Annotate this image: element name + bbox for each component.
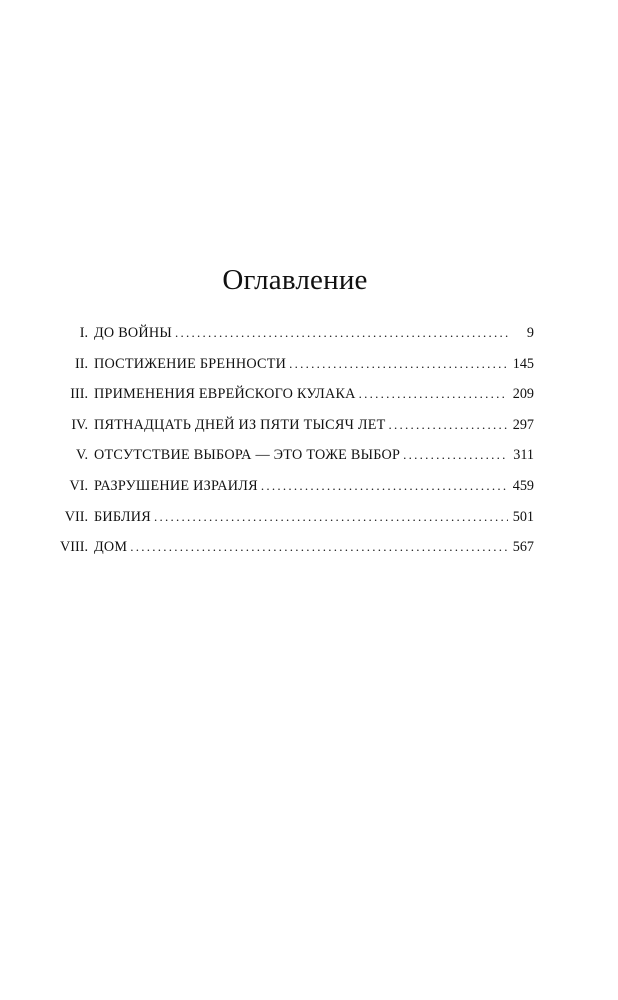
dot-leader: [403, 444, 508, 466]
dot-leader: [175, 322, 508, 344]
toc-entry[interactable]: [50, 322, 534, 353]
toc-entry[interactable]: [50, 353, 534, 384]
chapter-number: VIII.: [60, 539, 88, 556]
dot-leader: [130, 536, 508, 558]
chapter-title: РАЗРУШЕНИЕ ИЗРАИЛЯ: [94, 477, 258, 494]
chapter-title: ПЯТНАДЦАТЬ ДНЕЙ ИЗ ПЯТИ ТЫСЯЧ ЛЕТ: [94, 416, 386, 433]
dot-leader: [289, 353, 508, 375]
chapter-number: I.: [79, 325, 88, 341]
chapter-title: ДОМ: [94, 539, 128, 556]
toc-entry[interactable]: [50, 536, 534, 567]
chapter-number: VII.: [64, 508, 88, 525]
page-number: 297: [512, 416, 534, 433]
dot-leader: [261, 475, 508, 497]
dot-leader: [154, 506, 508, 528]
page-number: 9: [526, 325, 534, 341]
toc-entry[interactable]: [50, 383, 534, 414]
page-number: 501: [512, 508, 534, 525]
chapter-number: IV.: [71, 416, 88, 433]
chapter-title: ОТСУТСТВИЕ ВЫБОРА — ЭТО ТОЖЕ ВЫБОР: [94, 447, 401, 464]
toc-entry[interactable]: [50, 444, 534, 475]
page-number: 311: [513, 447, 534, 464]
chapter-title: ПОСТИЖЕНИЕ БРЕННОСТИ: [94, 355, 287, 372]
chapter-title: ПРИМЕНЕНИЯ ЕВРЕЙСКОГО КУЛАКА: [94, 386, 356, 403]
page-number: 145: [512, 355, 534, 372]
page-number: 567: [512, 539, 534, 556]
toc-entry[interactable]: [50, 506, 534, 537]
chapter-number: VI.: [69, 477, 88, 494]
chapter-title: ДО ВОЙНЫ: [94, 325, 173, 341]
page-title: Оглавление: [222, 264, 368, 296]
page-number: 209: [512, 386, 534, 403]
dot-leader: [389, 414, 508, 436]
dot-leader: [359, 383, 508, 405]
chapter-number: V.: [76, 447, 88, 464]
table-of-contents: [50, 322, 534, 567]
chapter-number: II.: [75, 355, 88, 372]
chapter-number: III.: [70, 386, 88, 403]
chapter-title: БИБЛИЯ: [94, 508, 152, 525]
toc-entry[interactable]: [50, 414, 534, 445]
page-number: 459: [512, 477, 534, 494]
toc-entry[interactable]: [50, 475, 534, 506]
